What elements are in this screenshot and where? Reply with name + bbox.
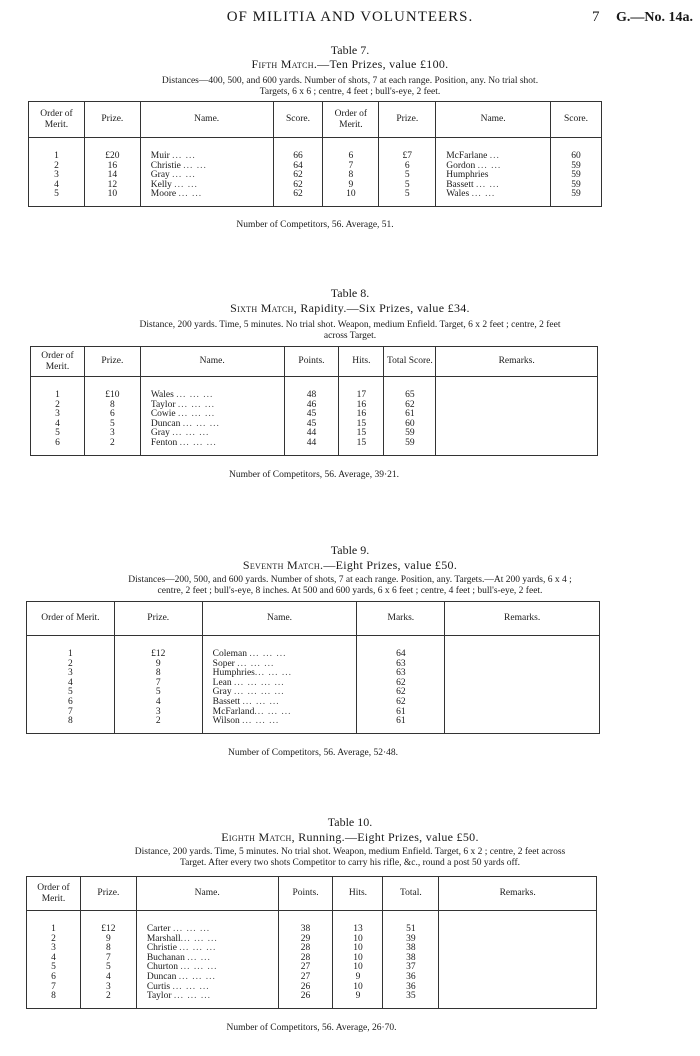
leader-dots: ... ... ... — [180, 962, 218, 973]
order-cell: 2 — [54, 160, 59, 171]
remarks-cell — [436, 401, 598, 411]
table8-match-heading — [0, 301, 700, 316]
table-row — [27, 925, 597, 935]
marks-cell: 61 — [357, 708, 445, 718]
table7-match-heading — [0, 57, 700, 72]
prize-cell: £12 — [80, 925, 136, 935]
points-cell: 44 — [284, 439, 339, 449]
order-cell: 9 — [323, 181, 379, 191]
prize-cell: 6 — [84, 410, 140, 420]
name-text: Muir — [150, 151, 170, 161]
leader-dots: ... ... ... — [179, 943, 217, 954]
table7-footer: Number of Competitors, 56. Average, 51. — [236, 220, 394, 230]
table10-match-title: Eighth Match, — [221, 830, 295, 844]
total-cell: 51 — [383, 925, 439, 935]
prize-cell: 5 — [80, 963, 136, 973]
prize-cell: 3 — [80, 983, 136, 993]
leader-dots: ... ... — [476, 179, 500, 190]
hits-cell: 9 — [333, 973, 383, 983]
name-text: Christie — [146, 943, 177, 954]
table8-desc2: across Target. — [323, 331, 377, 341]
leader-dots: ... ... ... — [254, 668, 292, 679]
remarks-cell — [445, 679, 600, 689]
prize-cell: 7 — [114, 679, 202, 689]
leader-dots: ... ... — [183, 160, 207, 171]
total-cell: 36 — [383, 983, 439, 993]
table-row — [27, 935, 597, 945]
points-cell: 46 — [284, 401, 339, 411]
prize-cell: 5 — [379, 181, 436, 191]
name-text: McFarland — [212, 706, 255, 717]
hits-cell: 13 — [333, 925, 383, 935]
table-row — [27, 717, 600, 727]
name-text: Gray — [150, 428, 170, 439]
table10-desc2: Target. After every two shots Competitor to carry his rifle, &c., round a post 50 yards off. — [179, 858, 521, 868]
score-cell: 60 — [551, 152, 602, 162]
table9-match-detail: —Eight Prizes, value £50. — [323, 558, 458, 572]
order-cell: 7 — [323, 162, 379, 172]
order-cell: 4 — [51, 952, 56, 963]
prize-cell: 16 — [84, 162, 140, 172]
remarks-cell — [445, 669, 600, 679]
leader-dots: ... ... ... — [182, 418, 220, 429]
remarks-cell — [436, 439, 598, 449]
col-total: Total. — [383, 877, 439, 911]
name-text: Bassett — [446, 179, 474, 190]
name-text: Marshall — [146, 933, 181, 944]
name-text: Wales — [150, 390, 174, 400]
name-text: Cowie — [150, 409, 176, 420]
hits-cell: 15 — [339, 420, 384, 430]
name-text: Duncan — [146, 971, 177, 982]
marks-cell: 61 — [357, 717, 445, 727]
order-cell: 6 — [323, 152, 379, 162]
marks-cell: 64 — [357, 650, 445, 660]
hits-cell: 16 — [339, 401, 384, 411]
prize-cell: 8 — [114, 669, 202, 679]
order-cell: 8 — [51, 991, 56, 1002]
table8-grid — [30, 346, 598, 456]
name-text: Kelly — [150, 179, 172, 190]
order-cell: 6 — [55, 437, 60, 448]
hits-cell: 15 — [339, 439, 384, 449]
table-row — [27, 660, 600, 670]
leader-dots: ... ... ... — [173, 991, 211, 1002]
col-remarks: Remarks. — [436, 347, 598, 377]
table8-label: Table 8. — [330, 286, 370, 300]
prize-cell: 8 — [80, 944, 136, 954]
prize-cell: 8 — [84, 401, 140, 411]
total-cell: 38 — [383, 954, 439, 964]
prize-cell: 10 — [84, 190, 140, 200]
hits-cell: 16 — [339, 410, 384, 420]
remarks-cell — [439, 983, 597, 993]
remarks-cell — [436, 429, 598, 439]
score-cell: 59 — [551, 181, 602, 191]
order-cell: 5 — [51, 962, 56, 973]
name-cell — [136, 992, 278, 1002]
table10-match-detail: Running.—Eight Prizes, value £50. — [294, 830, 479, 844]
table-row — [29, 190, 602, 200]
col-name: Name. — [140, 102, 273, 138]
prize-cell: 6 — [379, 162, 436, 172]
name-text: Humphries — [446, 170, 489, 181]
table10-match-heading — [0, 830, 700, 845]
table-row — [27, 679, 600, 689]
name-text: Wilson — [212, 716, 240, 727]
leader-dots: ... ... ... — [172, 981, 210, 992]
leader-dots: ... ... ... — [249, 649, 287, 659]
name-text: Wales — [446, 189, 470, 200]
leader-dots: ... ... ... — [237, 658, 275, 669]
col-order-of-merit: Order of Merit. — [27, 602, 115, 636]
leader-dots: ... ... — [187, 952, 211, 963]
prize-cell: 14 — [84, 171, 140, 181]
leader-dots: ... ... ... — [178, 971, 216, 982]
table-row — [27, 973, 597, 983]
table10-label: Table 10. — [327, 815, 373, 829]
name-text: Gray — [212, 687, 232, 698]
table-row — [27, 992, 597, 1002]
table8-desc1: Distance, 200 yards. Time, 5 minutes. No trial shot. Weapon, medium Enfield. Target, 6 x 2 feet ; centre, 2 feet — [139, 320, 561, 330]
table9-desc1: Distances—200, 500, and 600 yards. Number of shots, 7 at each range. Position, any. Targets.—At 200 yards, 6 x 4 ; — [128, 575, 572, 585]
leader-dots: ... ... ... — [180, 933, 218, 944]
marks-cell: 63 — [357, 669, 445, 679]
table7-match-detail: —Ten Prizes, value £100. — [317, 57, 449, 71]
name-text: Buchanan — [146, 952, 185, 963]
prize-cell: 5 — [379, 190, 436, 200]
page-title: OF MILITIA AND VOLUNTEERS. — [226, 9, 474, 25]
col-order-of-merit: Order of Merit. — [29, 102, 85, 138]
col-marks: Marks. — [357, 602, 445, 636]
prize-cell: 9 — [80, 935, 136, 945]
table8-footer: Number of Competitors, 56. Average, 39·21. — [229, 470, 399, 480]
name-text: Moore — [150, 189, 177, 200]
prize-cell: 5 — [84, 420, 140, 430]
remarks-cell — [439, 944, 597, 954]
order-cell: 2 — [51, 933, 56, 944]
hits-cell: 10 — [333, 983, 383, 993]
leader-dots: ... ... ... — [178, 409, 216, 420]
points-cell: 45 — [284, 410, 339, 420]
leader-dots: ... — [489, 151, 500, 161]
col-points: Points. — [284, 347, 339, 377]
name-text: Duncan — [150, 418, 181, 429]
col-order-of-merit: Order of Merit. — [31, 347, 85, 377]
remarks-cell — [445, 660, 600, 670]
leader-dots: ... ... — [174, 179, 198, 190]
col-prize: Prize. — [80, 877, 136, 911]
table-row — [27, 650, 600, 660]
table8-match-title: Sixth Match, — [230, 301, 298, 315]
remarks-cell — [445, 688, 600, 698]
table7-grid — [28, 101, 602, 207]
name-text: Gordon — [446, 160, 476, 171]
prize-cell: 4 — [114, 698, 202, 708]
order-cell: 3 — [55, 409, 60, 420]
total-cell: 62 — [384, 401, 436, 411]
points-cell: 29 — [278, 935, 333, 945]
remarks-cell — [439, 935, 597, 945]
total-cell: 35 — [383, 992, 439, 1002]
order-cell: 1 — [51, 924, 56, 934]
table9-match-heading — [0, 558, 700, 573]
prize-cell: £20 — [84, 152, 140, 162]
name-text: Carter — [146, 924, 171, 934]
order-cell: 1 — [54, 151, 59, 161]
table-row — [31, 439, 598, 449]
name-text: Fenton — [150, 437, 178, 448]
col-prize: Prize. — [84, 347, 140, 377]
name-cell — [436, 190, 551, 200]
table7-label: Table 7. — [330, 43, 370, 57]
col-prize: Prize. — [114, 602, 202, 636]
name-text: McFarlane — [446, 151, 488, 161]
name-cell — [140, 439, 284, 449]
leader-dots: ... ... — [477, 160, 502, 171]
name-text: Taylor — [150, 399, 176, 410]
order-cell: 2 — [68, 658, 73, 669]
name-text: Churton — [146, 962, 178, 973]
order-cell: 5 — [68, 687, 73, 698]
remarks-cell — [445, 708, 600, 718]
points-cell: 44 — [284, 429, 339, 439]
prize-cell: £7 — [379, 152, 436, 162]
hits-cell: 17 — [339, 391, 384, 401]
score-cell: 59 — [551, 190, 602, 200]
marks-cell: 62 — [357, 679, 445, 689]
order-cell: 8 — [68, 716, 73, 727]
table9-match-title: Seventh Match. — [242, 558, 324, 572]
prize-cell: 2 — [114, 717, 202, 727]
table-row — [27, 983, 597, 993]
hits-cell: 10 — [333, 954, 383, 964]
col-score: Score. — [273, 102, 323, 138]
table-row — [27, 944, 597, 954]
prize-cell: 4 — [80, 973, 136, 983]
name-cell — [140, 190, 273, 200]
prize-cell: 3 — [84, 429, 140, 439]
remarks-cell — [436, 420, 598, 430]
order-cell: 5 — [54, 189, 59, 200]
table10-footer: Number of Competitors, 56. Average, 26·70. — [226, 1023, 397, 1033]
table7-desc1: Distances—400, 500, and 600 yards. Number of shots, 7 at each range. Position, any. No trial shot. — [161, 76, 539, 86]
prize-cell: 12 — [84, 181, 140, 191]
remarks-cell — [445, 717, 600, 727]
points-cell: 48 — [284, 391, 339, 401]
order-cell: 10 — [323, 190, 379, 200]
table9-footer: Number of Competitors, 56. Average, 52·48. — [228, 748, 398, 758]
points-cell: 28 — [278, 954, 333, 964]
col-prize: Prize. — [84, 102, 140, 138]
prize-cell: £10 — [84, 391, 140, 401]
order-cell: 7 — [68, 706, 73, 717]
leader-dots: ... ... — [178, 189, 203, 200]
col-score-2: Score. — [551, 102, 602, 138]
order-cell: 5 — [55, 428, 60, 439]
prize-cell: 3 — [114, 708, 202, 718]
remarks-cell — [439, 963, 597, 973]
col-total-score: Total Score. — [384, 347, 436, 377]
points-cell: 45 — [284, 420, 339, 430]
prize-cell: 2 — [80, 992, 136, 1002]
name-text: Curtis — [146, 981, 171, 992]
order-cell: 4 — [68, 677, 73, 688]
points-cell: 26 — [278, 983, 333, 993]
col-name: Name. — [136, 877, 278, 911]
col-order-of-merit-2: Order of Merit. — [323, 102, 379, 138]
table7-desc2: Targets, 6 x 6 ; centre, 4 feet ; bull's-eye, 2 feet. — [259, 87, 441, 97]
table-row — [27, 688, 600, 698]
name-text: Christie — [150, 160, 181, 171]
order-cell: 3 — [54, 170, 59, 181]
marks-cell: 62 — [357, 698, 445, 708]
order-cell: 6 — [51, 971, 56, 982]
name-text: Coleman — [212, 649, 247, 659]
hits-cell: 9 — [333, 992, 383, 1002]
table8-match-detail: Rapidity.—Six Prizes, value £34. — [297, 301, 470, 315]
table7-match-title: Fifth Match. — [251, 57, 318, 71]
col-name: Name. — [140, 347, 284, 377]
table-row — [27, 963, 597, 973]
name-text: Humphries — [212, 668, 255, 679]
table9-desc2: centre, 2 feet ; bull's-eye, 8 inches. At 500 and 600 yards, 6 x 6 feet ; centre, 4 feet ; bull's-eye, 2 feet. — [157, 586, 543, 596]
total-cell: 38 — [383, 944, 439, 954]
points-cell: 27 — [278, 973, 333, 983]
hits-cell: 10 — [333, 963, 383, 973]
score-cell: 59 — [551, 171, 602, 181]
leader-dots: ... ... ... ... — [234, 687, 285, 698]
total-cell: 36 — [383, 973, 439, 983]
leader-dots: ... ... ... — [242, 716, 280, 727]
table10-desc1: Distance, 200 yards. Time, 5 minutes. No trial shot. Weapon, medium Enfield. Target, 6 x 2 ; centre, 2 feet across — [134, 847, 566, 857]
prize-cell: 9 — [114, 660, 202, 670]
points-cell: 28 — [278, 944, 333, 954]
col-points: Points. — [278, 877, 333, 911]
remarks-cell — [445, 650, 600, 660]
name-text: Gray — [150, 170, 170, 181]
remarks-cell — [436, 410, 598, 420]
remarks-cell — [445, 698, 600, 708]
order-cell: 4 — [54, 179, 59, 190]
prize-cell: 7 — [80, 954, 136, 964]
leader-dots: ... ... — [172, 170, 196, 181]
document-series: G.—No. 14a. — [616, 10, 693, 25]
col-remarks: Remarks. — [439, 877, 597, 911]
total-cell: 59 — [384, 439, 436, 449]
col-hits: Hits. — [339, 347, 384, 377]
leader-dots: ... ... ... — [172, 428, 210, 439]
total-cell: 39 — [383, 935, 439, 945]
table-row — [27, 669, 600, 679]
name-text: Soper — [212, 658, 235, 669]
total-cell: 60 — [384, 420, 436, 430]
col-name: Name. — [202, 602, 357, 636]
col-hits: Hits. — [333, 877, 383, 911]
remarks-cell — [436, 391, 598, 401]
score-cell: 62 — [273, 171, 323, 181]
hits-cell: 15 — [339, 429, 384, 439]
leader-dots: ... ... ... — [254, 706, 292, 717]
remarks-cell — [439, 954, 597, 964]
leader-dots: ... ... ... — [242, 696, 280, 707]
points-cell: 26 — [278, 992, 333, 1002]
table-row — [27, 698, 600, 708]
prize-cell: 5 — [114, 688, 202, 698]
name-text: Bassett — [212, 696, 241, 707]
score-cell: 62 — [273, 181, 323, 191]
score-cell: 62 — [273, 190, 323, 200]
order-cell: 8 — [323, 171, 379, 181]
total-cell: 61 — [384, 410, 436, 420]
leader-dots: ... ... — [471, 189, 496, 200]
score-cell: 66 — [273, 152, 323, 162]
hits-cell: 10 — [333, 935, 383, 945]
order-cell: 3 — [68, 668, 73, 679]
total-cell: 59 — [384, 429, 436, 439]
order-cell: 7 — [51, 981, 56, 992]
leader-dots: ... ... — [172, 151, 196, 161]
total-cell: 65 — [384, 391, 436, 401]
hits-cell: 10 — [333, 944, 383, 954]
col-remarks: Remarks. — [445, 602, 600, 636]
total-cell: 37 — [383, 963, 439, 973]
order-cell: 6 — [68, 696, 73, 707]
order-cell: 3 — [51, 943, 56, 954]
leader-dots: ... ... ... — [179, 437, 217, 448]
order-cell: 1 — [68, 649, 73, 659]
name-cell — [202, 717, 357, 727]
table-row — [27, 708, 600, 718]
col-name-2: Name. — [436, 102, 551, 138]
page-number: 7 — [592, 9, 600, 25]
score-cell: 64 — [273, 162, 323, 172]
table9-grid — [26, 601, 600, 734]
order-cell: 4 — [55, 418, 60, 429]
points-cell: 27 — [278, 963, 333, 973]
remarks-cell — [439, 973, 597, 983]
remarks-cell — [439, 925, 597, 935]
name-text: Taylor — [146, 991, 172, 1002]
score-cell: 59 — [551, 162, 602, 172]
prize-cell: £12 — [114, 650, 202, 660]
order-cell: 2 — [55, 399, 60, 410]
leader-dots: ... ... ... — [177, 399, 215, 410]
leader-dots: ... ... ... — [172, 924, 211, 934]
marks-cell: 63 — [357, 660, 445, 670]
table10-grid — [26, 876, 597, 1009]
col-order-of-merit: Order of Merit. — [27, 877, 81, 911]
points-cell: 38 — [278, 925, 333, 935]
prize-cell: 2 — [84, 439, 140, 449]
table9-label: Table 9. — [330, 543, 370, 557]
col-prize-2: Prize. — [379, 102, 436, 138]
name-text: Lean — [212, 677, 232, 688]
prize-cell: 5 — [379, 171, 436, 181]
order-cell: 1 — [55, 390, 60, 400]
table-row — [27, 954, 597, 964]
marks-cell: 62 — [357, 688, 445, 698]
leader-dots: ... ... ... ... — [234, 677, 285, 688]
leader-dots: ... ... ... — [176, 390, 214, 400]
remarks-cell — [439, 992, 597, 1002]
